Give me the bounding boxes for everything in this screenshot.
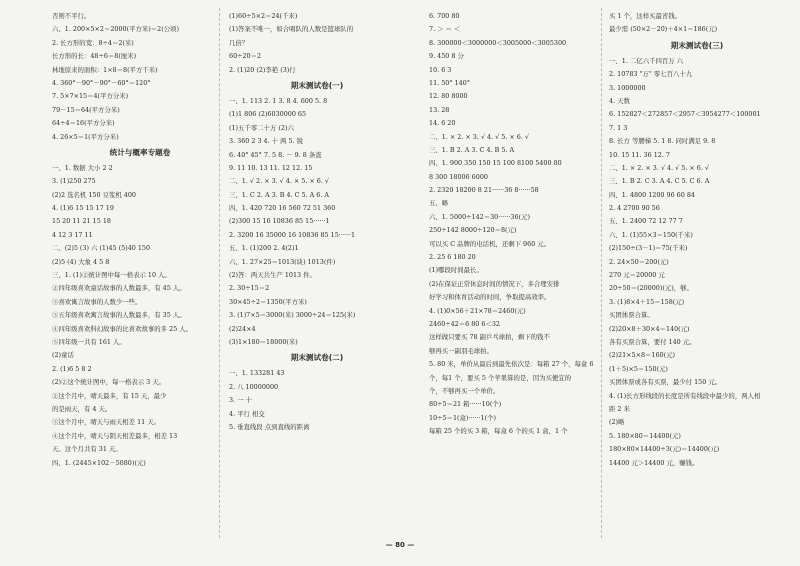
answer-line: 3. (1)8×4＋15＝158(元) (609, 297, 685, 306)
answer-line: 180×80×14400÷3(元)＝14400(元) (609, 445, 720, 454)
answer-line: 一、1. 113 2. 1 3. 8 4. 600 5. 8 (229, 96, 328, 105)
answer-line: ④这个月中，晴天与阴天相差最多，相差 13 (52, 431, 178, 440)
answer-line: 五、1. 2400 72 12 77 7 (609, 217, 683, 226)
answer-line: 3. (1)7×5＝3000(米) 3000÷24＝125(米) (229, 311, 356, 320)
answer-line: 买团体票合算。 (609, 311, 654, 320)
answer-line: ④四年级喜欢科幻故事的比喜欢故事的多 25 人。 (52, 324, 193, 333)
answer-line: (2)150÷(3－1)＝75(千米) (609, 244, 688, 253)
answer-line: 12. 80 8000 (429, 92, 468, 101)
answer-line: 二、1. √ 2. × 3. √ 4. × 5. × 6. √ (229, 177, 329, 186)
answer-line: 三、1. B 2. C 3. A 4. C 5. C 6. A (609, 177, 710, 186)
answer-line: 个，不够再买一个单价。 (429, 386, 500, 395)
answer-line: 三、1. (1)②统计图中每一格表示 10 人。 (52, 271, 171, 280)
answer-line: 14. 6 20 (429, 119, 456, 128)
answer-line: 10. 6 3 (429, 65, 452, 74)
answer-line: 长方形的长：48÷6＝8(厘米) (52, 52, 137, 61)
answer-line: ③五年级喜欢寓言故事的人数最多，有 35 人。 (52, 311, 186, 320)
column-2 (229, 10, 405, 434)
answer-line: 几倍？ (229, 38, 249, 47)
answer-line: 一、1. 二亿六千四百万 六 (609, 56, 684, 65)
column-1 (52, 10, 228, 470)
answer-line: 2. 八 10000000 (229, 382, 279, 391)
section-heading: 期末测试卷(一) (290, 80, 344, 90)
answer-line: 2460÷42＝6 80 6＜32 (429, 319, 500, 328)
answer-line: (2)5 (4) 大象 4 5 8 (52, 257, 110, 266)
answer-line: 8. 长方 等腰梯 5. 1 8. 同时满足 9. 8 (609, 137, 716, 146)
answer-line: 的是雨天，有 4 天。 (52, 404, 112, 413)
answer-line: (2)20×8＋30×4＝140(元) (609, 324, 690, 333)
answer-line: 3. 360 2 3 4. 十 两 5. 锐 (229, 137, 304, 146)
answer-line: 二、1. × 2. × 3. √ 4. √ 5. × 6. √ (429, 132, 529, 141)
answer-line: (2)②这个统计图中，每一格表示 3 天。 (52, 378, 166, 387)
answer-line: 四、1. 420 720 16 560 72 51 360 (229, 204, 336, 213)
answer-line: (1)答案不唯一，如合唱队的人数是篮球队的 (229, 25, 354, 34)
answer-line: 2. 4 2700 90 56 (609, 204, 660, 213)
answer-line: 2. (1)20 (2)李艳 (3)行 (229, 65, 296, 74)
answer-line: 买团体票或各有买票，最少付 150 元。 (609, 378, 722, 387)
answer-line: (1)1 806 (2)6030000 65 (229, 110, 307, 119)
section-heading: 期末测试卷(三) (670, 40, 724, 50)
answer-line: 好学习和体育活动的时间，争取提高效率。 (429, 293, 551, 302)
column-3 (429, 10, 605, 439)
answer-line: 250÷142 8000÷120＝8(元) (429, 226, 517, 235)
answer-line: 2. 2320 18200 8 21······36 8······58 (429, 186, 539, 195)
answer-line: (3)1×180＝18000(米) (229, 337, 298, 346)
answer-line: 一、1. 133281 43 (229, 369, 285, 378)
answer-line: 3. 1000000 (609, 83, 646, 92)
answer-line: (2)21×5×8＝160(元) (609, 351, 675, 360)
answer-line: 10. 15 11. 36 12. 7 (609, 150, 670, 159)
page-number: — 80 — (385, 541, 415, 549)
answer-line: ③这个月中，晴天与雨天相差 11 天。 (52, 418, 161, 427)
answer-line: 四、1. 4800 1200 96 60 84 (609, 190, 695, 199)
answer-line: 3. 一 十 (229, 396, 252, 405)
answer-line: 三、1. C 2. A 3. B 4. C 5. A 6. A (229, 190, 330, 199)
answer-line: 2. 30÷15＝2 (229, 284, 270, 293)
answer-line: 20÷50＝(20000)(元)，够。 (609, 284, 693, 293)
answer-line: (2)略 (609, 418, 625, 427)
answer-line: (2)答：两天共生产 1013 件。 (229, 271, 316, 280)
answer-line: 2. 24×50＝200(元) (609, 257, 669, 266)
answer-line: ③喜欢寓言故事的人数少一些。 (52, 297, 142, 306)
section-heading: 期末测试卷(二) (290, 353, 344, 363)
answer-line: 2. (1)6 5 8 2 (52, 364, 92, 373)
answer-line: 3. (1)250 275 (52, 177, 96, 186)
answer-line: 三、1. B 2. A 3. C 4. B 5. A (429, 145, 515, 154)
answer-line: 二、1. × 2. × 3. √ 4. √ 5. × 6. √ (609, 163, 709, 172)
answer-line: 6. 700 80 (429, 12, 460, 20)
answer-line: (2)2 选名机 150 豆浆机 400 (52, 190, 136, 199)
answer-line: 4. 平行 相交 (229, 409, 265, 418)
answer-line: 五、1. (1)200 2. 4(2)1 (229, 244, 299, 253)
answer-line: 14400 元＞14400 元，赚钱。 (609, 458, 699, 467)
answer-line: 13. 28 (429, 105, 450, 114)
answer-line: 10÷5＝1(盒)······1(个) (429, 413, 497, 422)
answer-line: 六、1. 200×5×2＝2000(平方米)＝2(公顷) (52, 25, 179, 34)
answer-line: 4. 360°－90°－90°－60°＝120° (52, 78, 151, 87)
column-divider (601, 8, 602, 538)
answer-line: 8 300 18006 6000 (429, 172, 488, 181)
answer-line: 9. 11 10. 13 11. 12 12. 15 (229, 163, 313, 172)
answer-line: 5. 垂直线段 点到直线的距离 (229, 422, 310, 431)
answer-line: 60÷20＝2 (229, 52, 262, 61)
answer-line: 7. ＞ ＝ ＜ (429, 25, 461, 34)
answer-line: 六、1. (1)55×3＝150(千米) (609, 230, 693, 239)
answer-line: 9. 450 8 分 (429, 52, 464, 61)
answer-line: (2)在保证正常休息时间的情况下，多合理安排 (429, 279, 560, 288)
answer-line: 7. 5×7×15＝4(平方分米) (52, 92, 129, 101)
answer-line: 79－15＝64(平方分米) (52, 105, 120, 114)
answer-line: (1＋5)×5＝150(元) (609, 364, 668, 373)
answer-line: (1)哪段时间最长。 (429, 266, 483, 275)
answer-line: ②这个月中，晴天最多，有 15 天，最少 (52, 391, 167, 400)
answer-line: 5. 80 米，单价从最后到最先依次是：每箱 27 个，每盒 6 (429, 360, 594, 369)
answer-line: 30×45÷2＝1350(平方米) (229, 297, 307, 306)
answer-line: 4. (1)长方形线段的长度是所有线段中最少的，两人相 (609, 391, 761, 400)
answer-line: 够再买一副羽毛球拍。 (429, 346, 493, 355)
answer-line: 2. 10783 "万" 零七百八十九 (609, 70, 693, 79)
answer-line: 六、1. 27×25＝1013(块) 1013(件) (229, 257, 336, 266)
answer-line: 否则不平行。 (52, 12, 91, 20)
answer-line: 8. 300000＜3000000＜3005000＜3005300 (429, 38, 567, 47)
answer-line: 二、(2)5 (3) 六 (1)45 (5)40 150 (52, 244, 151, 253)
answer-line: 64÷4＝16(平方分米) (52, 119, 115, 128)
answer-line: 最少需 (50×2－20)＋4×1＝186(元) (609, 25, 718, 34)
answer-line: 2. 长方形的宽：8÷4＝2(米) (52, 38, 134, 47)
answer-line: 15 20 11 21 15 18 (52, 217, 111, 226)
answer-line: 4. (1)0×56＋21×78＝2460(元) (429, 306, 526, 315)
answer-line: 四、1. 900 350 150 15 100 8100 5400 80 (429, 159, 562, 168)
answer-line: 11. 50° 140° (429, 78, 470, 87)
section-heading: 统计与概率专题卷 (109, 147, 171, 157)
answer-line: 每箱 25 个的买 3 箱，每盒 6 个的买 1 盒，1 个 (429, 427, 568, 436)
answer-line: 80÷5＝21 箱······10(个) (429, 400, 502, 409)
answer-line: 买 1 个，这样买最省钱。 (609, 12, 682, 20)
answer-line: 距 2 米 (609, 404, 630, 413)
answer-line: (1)五千零二十万 (2)六 (229, 123, 294, 132)
answer-line: 270 元＝20000 元 (609, 271, 665, 280)
answer-line: 4. 天数 (609, 96, 630, 105)
answer-line: 2. 25 6 180 20 (429, 253, 476, 262)
answer-line: (2)300 15 16 10836 85 15······1 (229, 217, 330, 226)
answer-line: 各有买票合算，要付 140 元。 (609, 337, 696, 346)
answer-line: 可以买 C 品牌的电话机，还剩下 960 元。 (429, 239, 551, 248)
answer-line: 四、1. (2445×102－5080)(元) (52, 458, 146, 467)
answer-line: 5. 180×80＝14400(元) (609, 431, 681, 440)
answer-line: 五、略 (429, 199, 449, 208)
answer-line: 4. (1)6 15 15 17 19 (52, 204, 114, 213)
answer-line: (1)60÷5×2＝24(千米) (229, 12, 298, 20)
answer-line: 林地原来的面积：1×8＝8(平方千米) (52, 65, 158, 74)
answer-line: 6. 40° 45° 7. 5 8. － 9. 8 条直 (229, 150, 322, 159)
answer-line: 六、1. 5000÷142＝30······36(元) (429, 212, 530, 221)
answer-line: 2. 3200 16 35000 16 10836 85 15······1 (229, 230, 356, 239)
answer-line: 6. 152827＜272857＜2957＜3954277＜100001 (609, 110, 761, 119)
answer-line: (2)24×4 (229, 324, 256, 333)
answer-line: 天。这个月共有 31 天。 (52, 445, 122, 454)
answer-line: 4. 26×5＝1(平方分米) (52, 132, 119, 141)
column-4 (609, 10, 785, 470)
answer-line: ⑤四年级一共有 161 人。 (52, 337, 126, 346)
answer-line: 个，每1 个，要买 5 个苹果算的是，因为买便宜的 (429, 373, 572, 382)
answer-line: ②四年级喜欢童话故事的人数最多，有 45 人。 (52, 284, 186, 293)
column-divider (219, 8, 220, 538)
answer-line: 4 12 3 17 11 (52, 230, 93, 239)
answer-line: 一、1. 数据 大小 2 2 (52, 163, 113, 172)
answer-line: (2)童话 (52, 351, 74, 360)
answer-line: 7. 1 3 (609, 123, 628, 132)
answer-line: 这样做只要买 78 副乒乓球拍，剩下的钱不 (429, 333, 550, 342)
